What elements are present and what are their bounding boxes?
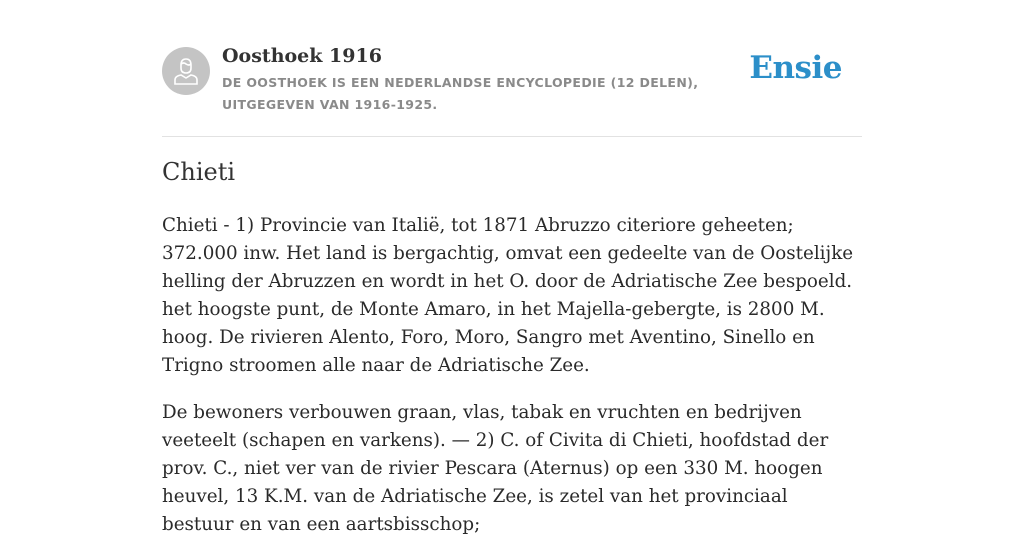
page-container xyxy=(162,0,862,535)
entry-title: Chieti xyxy=(162,158,236,186)
entry-paragraph: Chieti - 1) Provincie van Italië, tot 1871 Abruzzo citeriore geheeten; 372.000 inw. Het land is bergachtig, omvat een gedeelte van de Oostelijke helling der Abruzzen en wordt in het O. door de Adriatische Zee bespoeld. het hoogste punt, de Monte Amaro, in het Majella-gebergte, is 2800 M. hoog. De rivieren Alento, Foro, Moro, Sangro met Aventino, Sinello en Trigno stroomen alle naar de Adriatische Zee. xyxy=(162,215,854,376)
user-silhouette-icon xyxy=(172,56,200,86)
entry-paragraph: De bewoners verbouwen graan, vlas, tabak en vruchten en bedrijven veeteelt (schapen en varkens). — 2) C. of Civita di Chieti, hoofdstad der prov. C., niet ver van de rivier Pescara (Aternus) op een 330 M. hoogen heuvel, 13 K.M. van de Adriatische Zee, is zetel van het provinciaal bestuur en van een aartsbisschop; xyxy=(162,402,829,535)
source-title[interactable]: Oosthoek 1916 xyxy=(222,45,382,67)
source-avatar[interactable] xyxy=(162,47,210,95)
source-header xyxy=(162,0,862,137)
source-description: DE OOSTHOEK IS EEN NEDERLANDSE ENCYCLOPEDIE (12 DELEN), UITGEGEVEN VAN 1916-1925. xyxy=(222,75,699,112)
ensie-logo[interactable]: Ensie xyxy=(749,50,842,86)
entry-body xyxy=(162,212,862,558)
